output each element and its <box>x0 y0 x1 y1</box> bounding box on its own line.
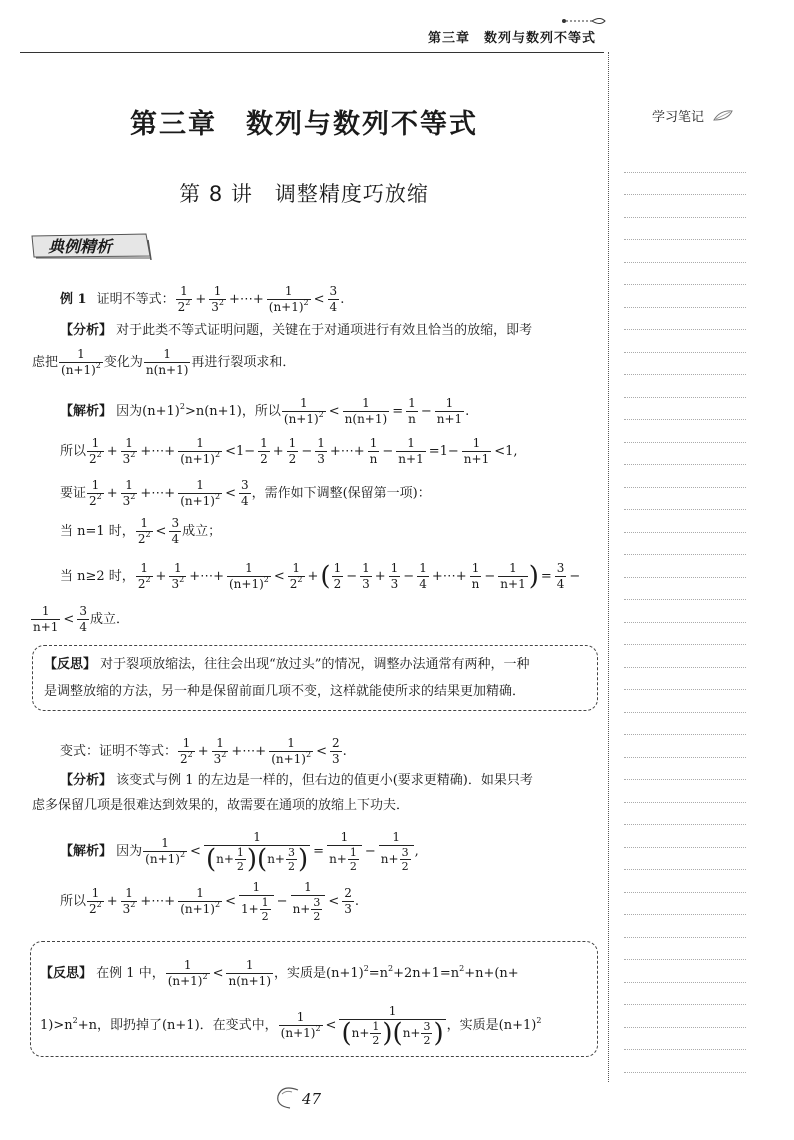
example-1-analysis-line2: 虑把 $\frac{1}{(n+1)^2}$ 变化为 $\frac{1}{n(n+1)}$ 再进行裂项求和． <box>32 347 296 377</box>
leaf-ornament-icon <box>712 108 736 124</box>
reflection-2-line2: $1)>n^2+n$，即扔掉了(n+1)．在变式中， $\frac{1}{(n+1)^2}$ < 1 (n+ $\frac{1}{2}$ )(n+ $\frac{3}{2}$ ) ，实质是$(n+1)^2$ <box>40 1004 542 1049</box>
variant-solution-line1: 【解析】 因为 $\frac{1}{(n+1)^2}$ < 1 (n+ $\frac{1}{2}$ )(n+ $\frac{3}{2}$ ) = 1 n+ $\frac{1}{2}$ − 1 n+ $\frac{3}{2}$ , <box>60 830 419 875</box>
example-1-solution-line5: 当 n≥2 时， $\frac{1}{2^2}$ + $\frac{1}{3^2}$ +⋯+ $\frac{1}{(n+1)^2}$ < $\frac{1}{2^2}$ +( $\frac{1}{2}$ − $\frac{1}{3}$ + $\frac{1}{3}$ − $\frac{1}{4}$ +⋯+ $\frac{1}{n}$ − $\frac{1}{n+1}$ ) = $\frac{3}{4}$ − <box>60 561 581 592</box>
reflection-1-line2: 是调整放缩的方法，另一种是保留前面几项不变，这样就能使所求的结果更加精确． <box>44 684 526 699</box>
example-1-analysis-line1: 【分析】 对于此类不等式证明问题，关键在于对通项进行有效且恰当的放缩，即考 <box>60 323 533 338</box>
reflection-box-1 <box>32 645 598 711</box>
example-1-solution-line1: 【解析】 因为$(n+1)^2>n(n+1)$，所以 $\frac{1}{(n+1)^2}$ < $\frac{1}{n(n+1)}$ = $\frac{1}{n}$ − $\frac{1}{n+1}$ . <box>60 396 470 426</box>
header-ornament-icon <box>558 14 608 28</box>
variant-solution-line2: 所以 $\frac{1}{2^2}$ + $\frac{1}{3^2}$ +⋯+ $\frac{1}{(n+1)^2}$ < 1 1+ $\frac{1}{2}$ − 1 n+ $\frac{3}{2}$ < $\frac{2}{3}$ . <box>60 880 360 923</box>
page-number: 47 <box>302 1090 322 1108</box>
example-1-solution-line3: 要证 $\frac{1}{2^2}$ + $\frac{1}{3^2}$ +⋯+ $\frac{1}{(n+1)^2}$ < $\frac{3}{4}$ ，需作如下调整(保留第一项)： <box>60 478 431 508</box>
notes-lines <box>624 150 746 1073</box>
variant-statement: 变式：证明不等式： $\frac{1}{2^2}$ + $\frac{1}{3^2}$ +⋯+ $\frac{1}{(n+1)^2}$ < $\frac{2}{3}$ . <box>60 736 347 766</box>
page-swirl-icon <box>272 1082 302 1112</box>
example-1-solution-line4: 当 n=1 时， $\frac{1}{2^2}$ < $\frac{3}{4}$ 成立； <box>60 516 222 546</box>
variant-analysis-line1: 【分析】 该变式与例 1 的左边是一样的，但右边的值更小(要求更精确)．如果只考 <box>60 773 533 788</box>
reflection-1-line1: 【反思】 对于裂项放缩法，往往会出现“放过头”的情况，调整办法通常有两种，一种 <box>44 657 530 672</box>
section-label: 典例精析 <box>48 237 113 256</box>
example-1-solution-line6: $\frac{1}{n+1}$ < $\frac{3}{4}$ 成立． <box>33 604 129 634</box>
example-1-solution-line2: 所以 $\frac{1}{2^2}$ + $\frac{1}{3^2}$ +⋯+ $\frac{1}{(n+1)^2}$ <1− $\frac{1}{2}$ + $\frac{1}{2}$ − $\frac{1}{3}$ +⋯+ $\frac{1}{n}$ − $\frac{1}{n+1}$ =1− $\frac{1}{n+1}$ <1, <box>60 436 518 466</box>
reflection-2-line1: 【反思】 在例 1 中， $\frac{1}{(n+1)^2}$ < $\frac{1}{n(n+1)}$ ，实质是$(n+1)^2=n^2+2n+1=n^2+n+(n+$ <box>40 958 519 988</box>
example-1-statement: 例 1 证明不等式： $\frac{1}{2^2}$ + $\frac{1}{3^2}$ +⋯+ $\frac{1}{(n+1)^2}$ < $\frac{3}{4}$ . <box>60 284 345 314</box>
lecture-title: 第 8 讲 调整精度巧放缩 <box>179 182 429 206</box>
variant-analysis-line2: 虑多保留几项是很难达到效果的，故需要在通项的放缩上下功夫． <box>32 798 410 813</box>
chapter-title: 第三章 数列与数列不等式 <box>130 109 478 140</box>
notes-title: 学习笔记 <box>652 106 736 125</box>
notes-divider <box>608 52 609 1082</box>
running-header: 第三章 数列与数列不等式 <box>427 31 596 46</box>
header-rule <box>20 52 604 53</box>
